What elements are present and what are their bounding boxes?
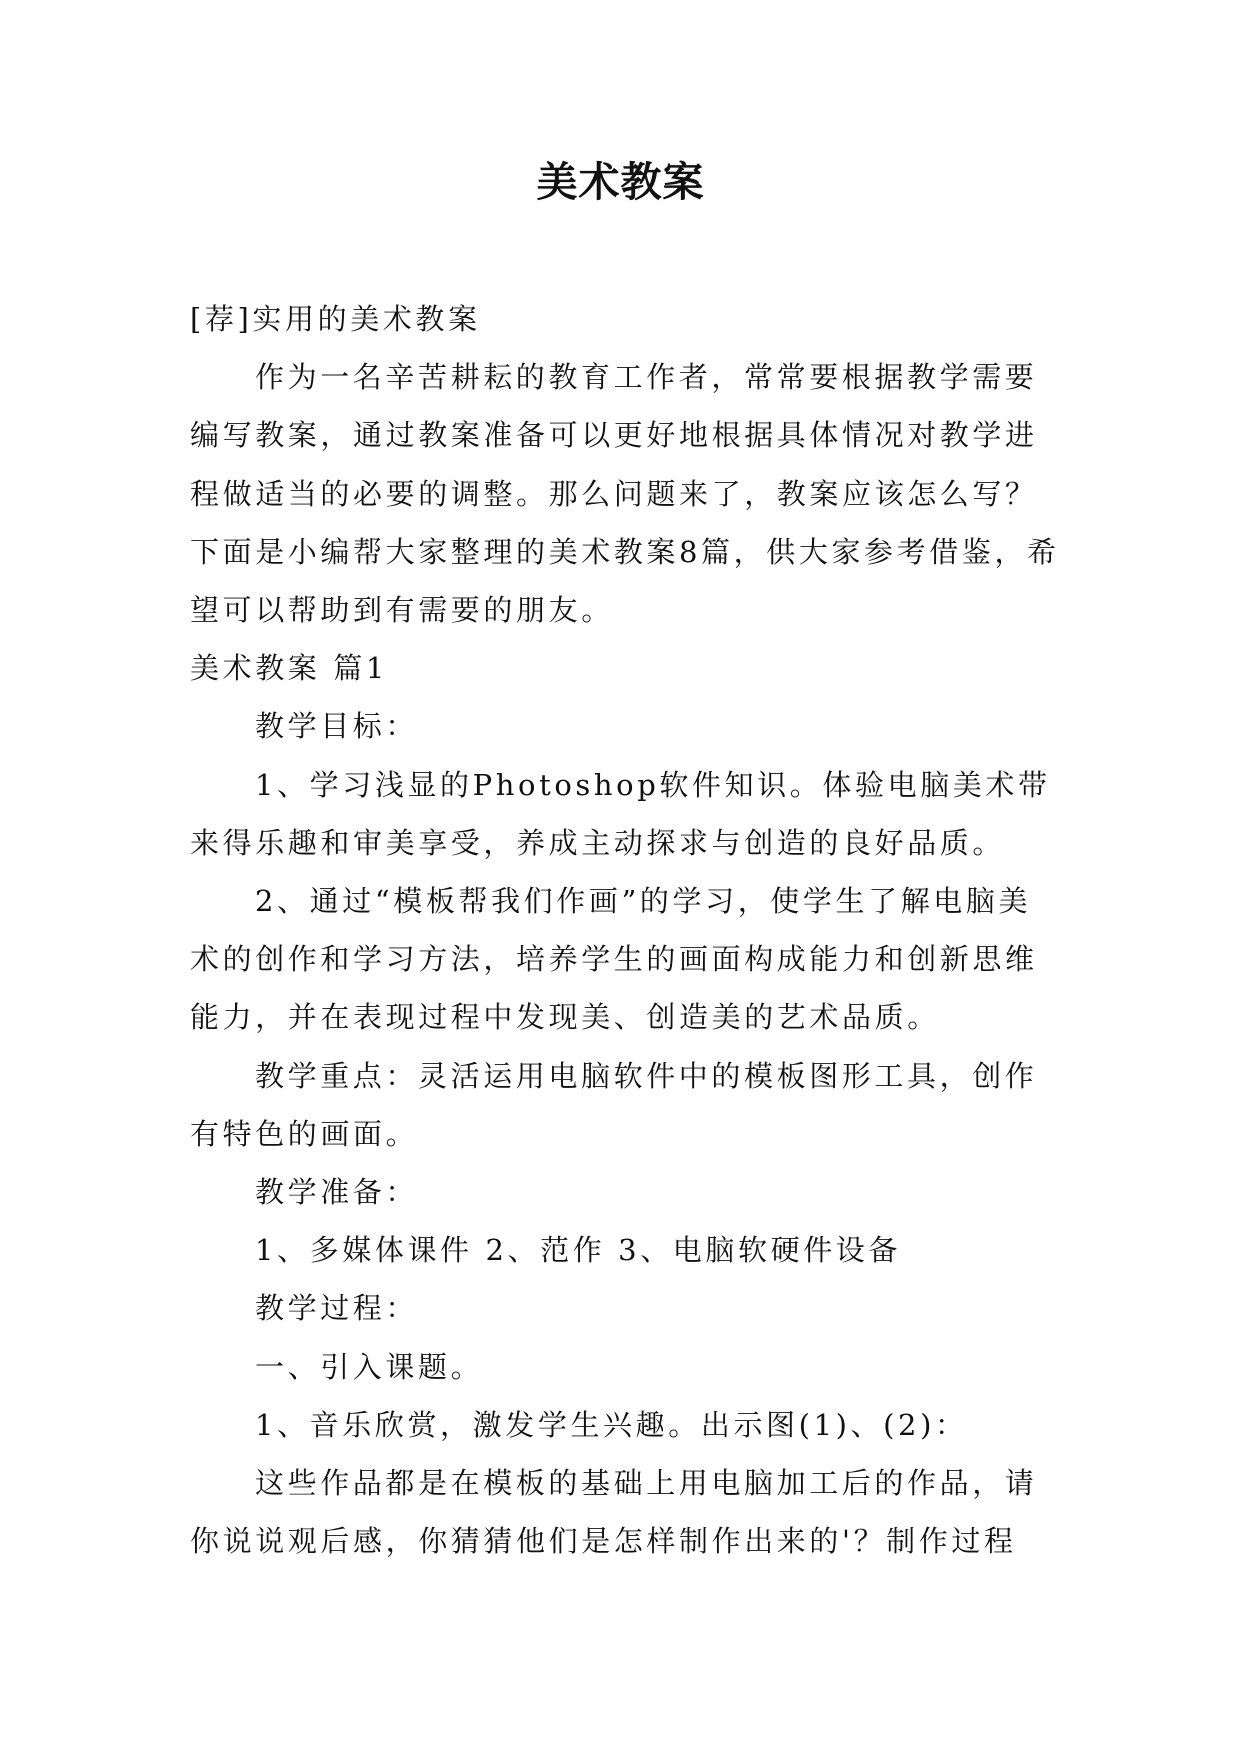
paragraph-goal-2: 2、通过“模板帮我们作画”的学习，使学生了解电脑美术的创作和学习方法，培养学生的画面构成能力和创新思维能力，并在表现过程中发现美、创造美的艺术品质。 xyxy=(190,884,1038,1035)
paragraph-goal-1: 1、学习浅显的Photoshop软件知识。体验电脑美术带来得乐趣和审美享受，养成主动探求与创造的良好品质。 xyxy=(190,767,1051,860)
paragraph-key-point: 教学重点：灵活运用电脑软件中的模板图形工具，创作有特色的画面。 xyxy=(190,1058,1038,1151)
paragraph-discussion: 这些作品都是在模板的基础上用电脑加工后的作品，请你说说观后感，你猜猜他们是怎样制作出来的'？制作过程 xyxy=(190,1466,1038,1559)
paragraph-goals-heading: 教学目标： xyxy=(255,709,419,744)
paragraph-prep-heading: 教学准备： xyxy=(255,1175,419,1210)
document-title: 美术教案 xyxy=(536,158,705,206)
document-body xyxy=(190,290,1060,1570)
paragraph-step-1: 一、引入课题。 xyxy=(255,1349,484,1384)
paragraph-subtitle: [荐]实用的美术教案 xyxy=(190,302,481,336)
section-heading: 美术教案 篇1 xyxy=(190,651,388,686)
paragraph-process-heading: 教学过程： xyxy=(255,1291,419,1326)
paragraph-intro: 作为一名辛苦耕耘的教育工作者，常常要根据教学需要编写教案，通过教案准备可以更好地根据具体情况对教学进程做适当的必要的调整。那么问题来了，教案应该怎么写？下面是小编帮大家整理的美术教案8篇，供大家参考借鉴，希望可以帮助到有需要的朋友。 xyxy=(190,360,1060,628)
paragraph-prep-items: 1、多媒体课件 2、范作 3、电脑软硬件设备 xyxy=(255,1233,901,1268)
paragraph-step-1-1: 1、音乐欣赏，激发学生兴趣。出示图(1)、(2)： xyxy=(255,1407,968,1442)
